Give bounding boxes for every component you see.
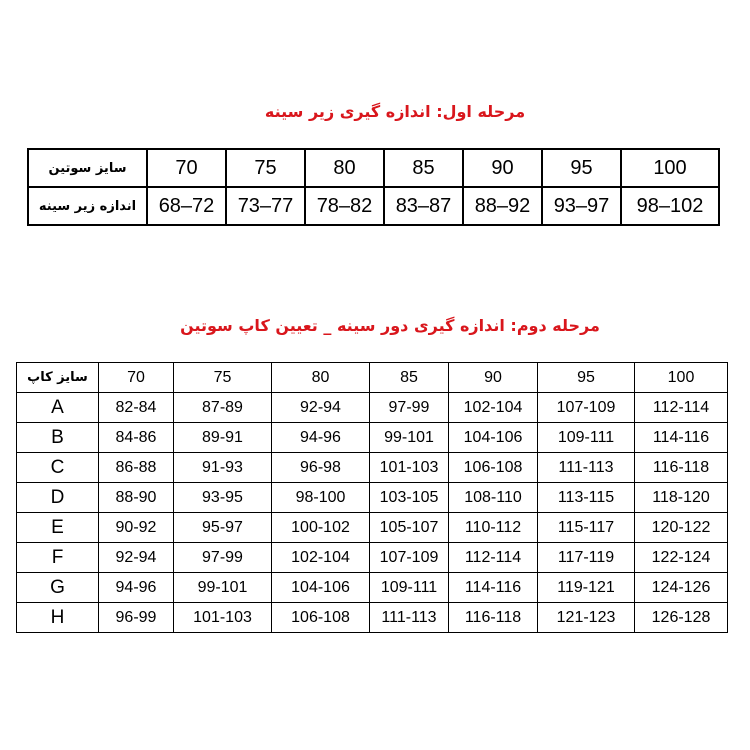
bust-range-cell: 103-105 <box>370 483 449 513</box>
bust-range-cell: 105-107 <box>370 513 449 543</box>
underbust-cell: 98–102 <box>621 187 719 225</box>
bust-range-cell: 120-122 <box>635 513 728 543</box>
cup-label: A <box>17 393 99 423</box>
cup-label: B <box>17 423 99 453</box>
bust-range-cell: 108-110 <box>449 483 538 513</box>
bust-range-cell: 94-96 <box>272 423 370 453</box>
bust-range-cell: 112-114 <box>449 543 538 573</box>
bust-range-cell: 84-86 <box>99 423 174 453</box>
bust-range-cell: 91-93 <box>174 453 272 483</box>
bust-range-cell: 86-88 <box>99 453 174 483</box>
table-row <box>17 543 728 573</box>
bust-range-cell: 109-111 <box>370 573 449 603</box>
bra-size-header: 90 <box>449 363 538 393</box>
bust-range-cell: 112-114 <box>635 393 728 423</box>
cup-label: E <box>17 513 99 543</box>
bust-range-cell: 107-109 <box>538 393 635 423</box>
bra-size-cell: 100 <box>621 149 719 187</box>
bust-range-cell: 88-90 <box>99 483 174 513</box>
underbust-cell: 73–77 <box>226 187 305 225</box>
bust-range-cell: 97-99 <box>370 393 449 423</box>
bra-size-cell: 70 <box>147 149 226 187</box>
bra-size-header: 80 <box>272 363 370 393</box>
bra-size-cell: 80 <box>305 149 384 187</box>
bust-range-cell: 82-84 <box>99 393 174 423</box>
bust-range-cell: 100-102 <box>272 513 370 543</box>
bust-range-cell: 116-118 <box>635 453 728 483</box>
underbust-size-table <box>27 148 720 226</box>
underbust-cell: 78–82 <box>305 187 384 225</box>
bra-size-header: 70 <box>99 363 174 393</box>
bust-range-cell: 122-124 <box>635 543 728 573</box>
bust-range-cell: 113-115 <box>538 483 635 513</box>
bust-range-cell: 106-108 <box>272 603 370 633</box>
bra-size-cell: 75 <box>226 149 305 187</box>
bust-range-cell: 96-98 <box>272 453 370 483</box>
bust-range-cell: 109-111 <box>538 423 635 453</box>
bra-size-cell: 85 <box>384 149 463 187</box>
table-row <box>17 423 728 453</box>
bust-range-cell: 97-99 <box>174 543 272 573</box>
step1-title: مرحله اول: اندازه گیری زیر سینه <box>264 102 526 121</box>
underbust-cell: 83–87 <box>384 187 463 225</box>
table-row <box>17 393 728 423</box>
underbust-cell: 88–92 <box>463 187 542 225</box>
bust-range-cell: 89-91 <box>174 423 272 453</box>
bust-range-cell: 87-89 <box>174 393 272 423</box>
table-header-row <box>17 363 728 393</box>
bra-size-cell: 90 <box>463 149 542 187</box>
bra-size-header: 95 <box>538 363 635 393</box>
bust-range-cell: 93-95 <box>174 483 272 513</box>
bust-range-cell: 114-116 <box>449 573 538 603</box>
bra-size-cell: 95 <box>542 149 621 187</box>
bust-range-cell: 107-109 <box>370 543 449 573</box>
bust-range-cell: 110-112 <box>449 513 538 543</box>
row-label-bra-size: سایز سوتین <box>28 149 147 187</box>
underbust-cell: 68–72 <box>147 187 226 225</box>
table-row <box>17 573 728 603</box>
bust-range-cell: 126-128 <box>635 603 728 633</box>
row-label-underbust: اندازه زیر سینه <box>28 187 147 225</box>
underbust-cell: 93–97 <box>542 187 621 225</box>
bust-range-cell: 111-113 <box>538 453 635 483</box>
bust-range-cell: 124-126 <box>635 573 728 603</box>
cup-label: F <box>17 543 99 573</box>
bust-range-cell: 95-97 <box>174 513 272 543</box>
table-row <box>17 483 728 513</box>
table-row <box>28 187 719 225</box>
bust-range-cell: 121-123 <box>538 603 635 633</box>
cup-label: D <box>17 483 99 513</box>
bust-range-cell: 102-104 <box>272 543 370 573</box>
step2-title: مرحله دوم: اندازه گیری دور سینه _ تعیین کاپ سوتین <box>180 316 600 335</box>
table-row <box>17 453 728 483</box>
bust-range-cell: 99-101 <box>370 423 449 453</box>
bust-range-cell: 117-119 <box>538 543 635 573</box>
bust-range-cell: 104-106 <box>272 573 370 603</box>
bust-range-cell: 106-108 <box>449 453 538 483</box>
bust-range-cell: 104-106 <box>449 423 538 453</box>
bust-range-cell: 92-94 <box>272 393 370 423</box>
bust-range-cell: 90-92 <box>99 513 174 543</box>
table-row <box>28 149 719 187</box>
bust-range-cell: 92-94 <box>99 543 174 573</box>
bust-range-cell: 116-118 <box>449 603 538 633</box>
bust-range-cell: 114-116 <box>635 423 728 453</box>
cup-label: G <box>17 573 99 603</box>
bra-size-header: 75 <box>174 363 272 393</box>
bust-range-cell: 101-103 <box>174 603 272 633</box>
bust-range-cell: 118-120 <box>635 483 728 513</box>
bust-range-cell: 96-99 <box>99 603 174 633</box>
bust-range-cell: 119-121 <box>538 573 635 603</box>
bust-range-cell: 102-104 <box>449 393 538 423</box>
cup-label: C <box>17 453 99 483</box>
cup-size-table <box>16 362 728 633</box>
cup-label: H <box>17 603 99 633</box>
table-row <box>17 603 728 633</box>
corner-label-cup-size: سایز کاپ <box>17 363 99 393</box>
bust-range-cell: 101-103 <box>370 453 449 483</box>
bra-size-header: 100 <box>635 363 728 393</box>
bust-range-cell: 99-101 <box>174 573 272 603</box>
bust-range-cell: 94-96 <box>99 573 174 603</box>
bust-range-cell: 111-113 <box>370 603 449 633</box>
bra-size-header: 85 <box>370 363 449 393</box>
bust-range-cell: 115-117 <box>538 513 635 543</box>
bust-range-cell: 98-100 <box>272 483 370 513</box>
table-row <box>17 513 728 543</box>
